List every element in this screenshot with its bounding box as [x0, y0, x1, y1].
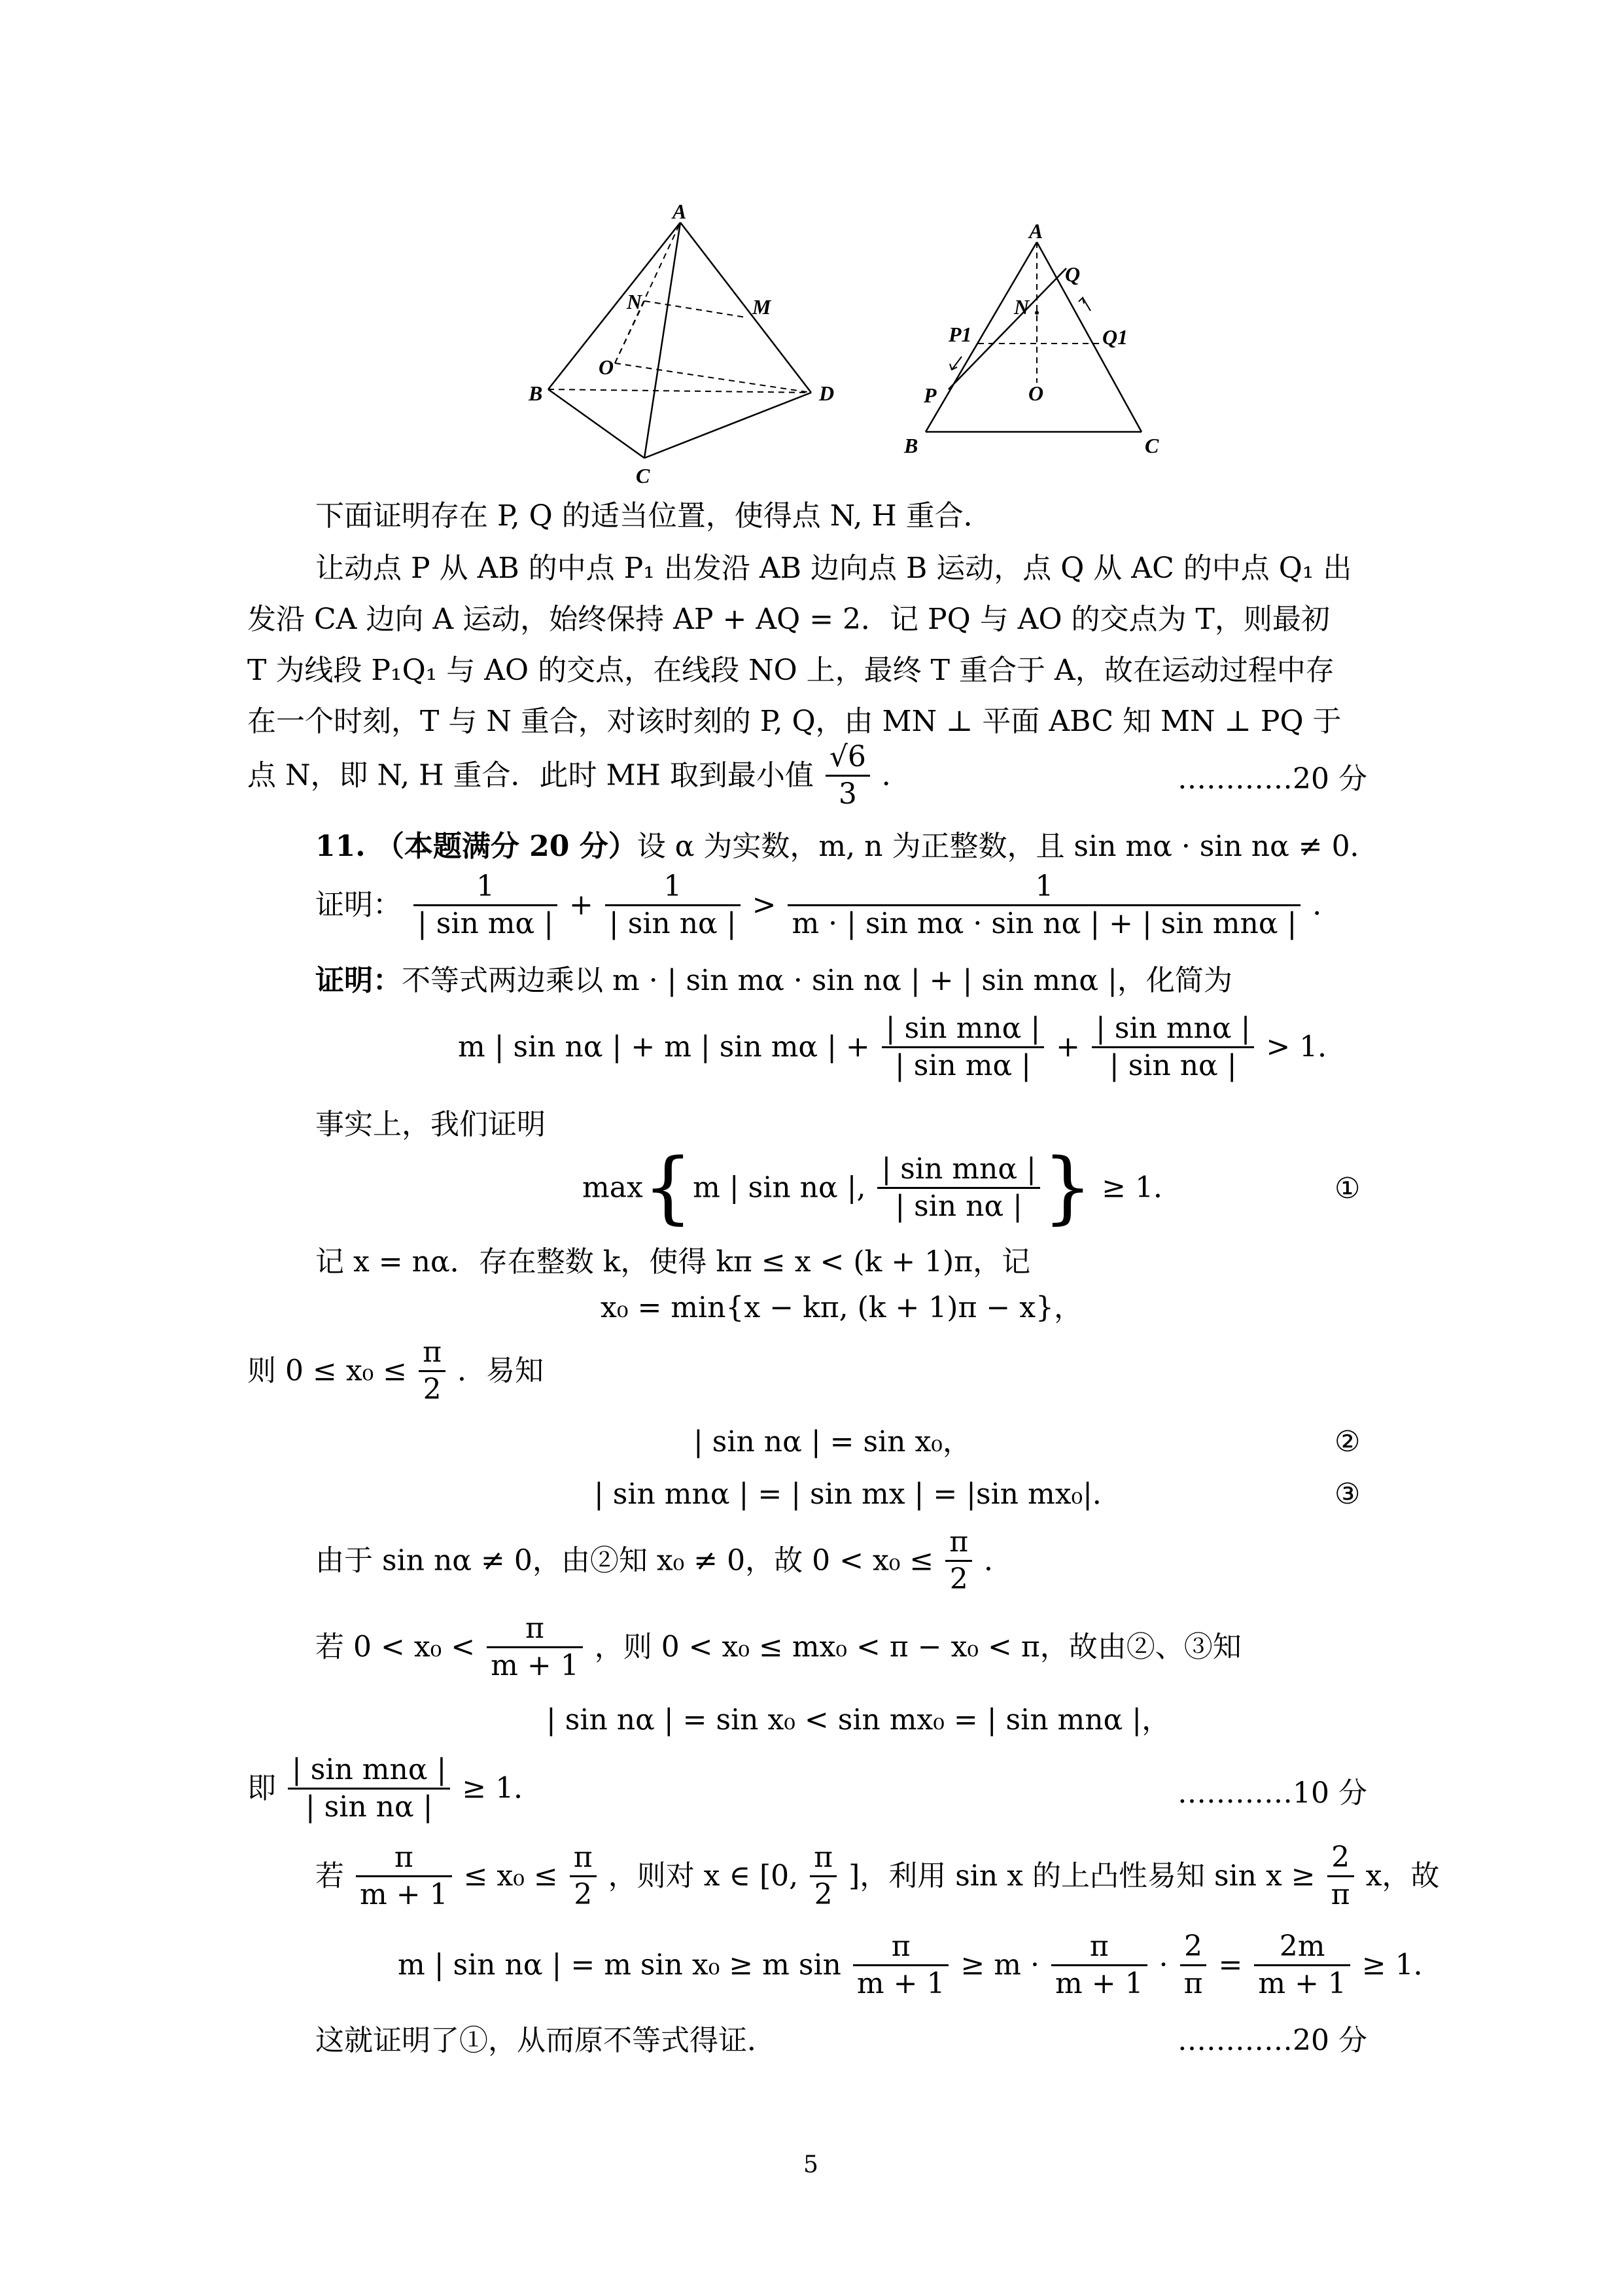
score-10: …………10 分 [1178, 1776, 1367, 1810]
proof-line6: 则 0 ≤ x₀ ≤ $\frac{\pi}{2}$ ．易知 [247, 1335, 544, 1406]
page-number: 5 [803, 2151, 818, 2178]
proof-line9: | sin nα | = sin x₀ < sin mx₀ = | sin mnα |， [546, 1703, 1171, 1737]
equation-3: | sin mnα | = | sin mx | = |sin mx₀|． [594, 1477, 1121, 1511]
problem-11-inequality: 证明： $\frac{1}{\text{| sin mα |}}$ + $\frac{1}{\text{| sin nα |}}$ > $\frac{1}{\text{m · | sin mα · sin nα | + | sin mnα |}}$ ． [315, 870, 1342, 940]
label-O: O [1028, 381, 1044, 405]
proof-line12: m | sin nα | = m sin x₀ ≥ m sin $\frac{\pi}{m + 1}$ ≥ m · $\frac{\pi}{m + 1}$ · $\frac{2}{\pi}$ = $\frac{2m}{m + 1}$ ≥ 1． [398, 1930, 1442, 2000]
tag-2: ② [1335, 1425, 1361, 1458]
label-B: B [904, 434, 918, 457]
triangle-figure [890, 216, 1191, 465]
label-Q: Q [1065, 262, 1081, 286]
label-M: M [752, 295, 771, 319]
label-D: D [819, 381, 835, 405]
label-Q1: Q1 [1102, 325, 1128, 349]
proof-line4: 记 x = nα．存在整数 k，使得 kπ ≤ x < (k + 1)π，记 [315, 1245, 1031, 1279]
para1-line6: 点 N，即 N, H 重合．此时 MH 取到最小值 $\frac{√6}{3}$ ． [247, 740, 911, 811]
problem-11-heading: 11. （本题满分 20 分） [315, 830, 637, 863]
tag-1: ① [1335, 1172, 1361, 1205]
proof-line8: 若 0 < x₀ < $\frac{\pi}{m + 1}$ ，则 0 < x₀ ≤ mx₀ < π − x₀ < π，故由②、③知 [315, 1612, 1242, 1682]
label-N: N [1014, 295, 1030, 319]
problem-11-statement: 11. （本题满分 20 分）设 α 为实数，m, n 为正整数，且 sin mα · sin nα ≠ 0． [315, 830, 1379, 863]
proof-line10: 即 $\frac{\text{| sin mnα |}}{\text{| sin nα |}}$ ≥ 1． [247, 1753, 543, 1824]
tag-3: ③ [1335, 1477, 1361, 1511]
proof-line1: 证明：不等式两边乘以 m · | sin mα · sin nα | + | sin mnα |，化简为 [315, 964, 1232, 997]
label-A: A [672, 203, 687, 223]
para1-line4: T 为线段 P₁Q₁ 与 AO 的交点，在线段 NO 上，最终 T 重合于 A，故在运动过程中存 [247, 654, 1335, 687]
para1-line5: 在一个时刻，T 与 N 重合，对该时刻的 P, Q，由 MN ⊥ 平面 ABC 知 MN ⊥ PQ 于 [247, 705, 1342, 738]
proof-line5: x₀ = min{x − kπ, (k + 1)π − x}， [601, 1291, 1083, 1324]
equation-2: | sin nα | = sin x₀， [693, 1425, 971, 1458]
proof-line2: m | sin nα | + m | sin mα | + $\frac{\text{| sin mnα |}}{\text{| sin mα |}}$ + $\frac{\text{| sin mnα |}}{\text{| sin nα |}}$ > 1． [458, 1012, 1347, 1082]
para1-line3: 发沿 CA 边向 A 运动，始终保持 AP + AQ = 2．记 PQ 与 AO 的交点为 T，则最初 [247, 603, 1330, 636]
score-20-a: …………20 分 [1178, 762, 1367, 796]
tetrahedron-figure [510, 203, 877, 491]
label-P: P [924, 383, 937, 407]
para1-line1: 下面证明存在 P, Q 的适当位置，使得点 N, H 重合． [315, 499, 992, 533]
proof-line11: 若 $\frac{\pi}{m + 1}$ ≤ x₀ ≤ $\frac{\pi}{2}$ ，则对 x ∈ [0, $\frac{\pi}{2}$ ]，利用 sin x 的上凸性易知 sin x ≥ $\frac{2}{\pi}$ x，故 [315, 1841, 1440, 1911]
label-C: C [1145, 434, 1159, 457]
label-N: N [627, 290, 642, 313]
label-A: A [1029, 219, 1043, 243]
para1-line6-text: 点 N，即 N, H 重合．此时 MH 取到最小值 [247, 758, 814, 792]
sqrt6-over-3: $\frac{√6}{3}$ [826, 739, 870, 812]
proof-line7: 由于 sin nα ≠ 0，由②知 x₀ ≠ 0，故 0 < x₀ ≤ $\frac{\pi}{2}$ ． [315, 1525, 1013, 1596]
proof-line3: 事实上，我们证明 [315, 1108, 546, 1141]
label-P1: P1 [949, 323, 972, 346]
label-C: C [636, 464, 650, 487]
equation-1: max{m | sin nα |, $\frac{\text{| sin mnα |}}{\text{| sin nα |}}$ } ≥ 1． [582, 1142, 1183, 1233]
label-O: O [599, 355, 614, 379]
para1-line2: 让动点 P 从 AB 的中点 P₁ 出发沿 AB 边向点 B 运动，点 Q 从 AC 的中点 Q₁ 出 [315, 552, 1352, 585]
label-B: B [529, 381, 543, 405]
score-20-b: …………20 分 [1178, 2024, 1367, 2057]
proof-line13: 这就证明了①，从而原不等式得证． [315, 2024, 776, 2057]
